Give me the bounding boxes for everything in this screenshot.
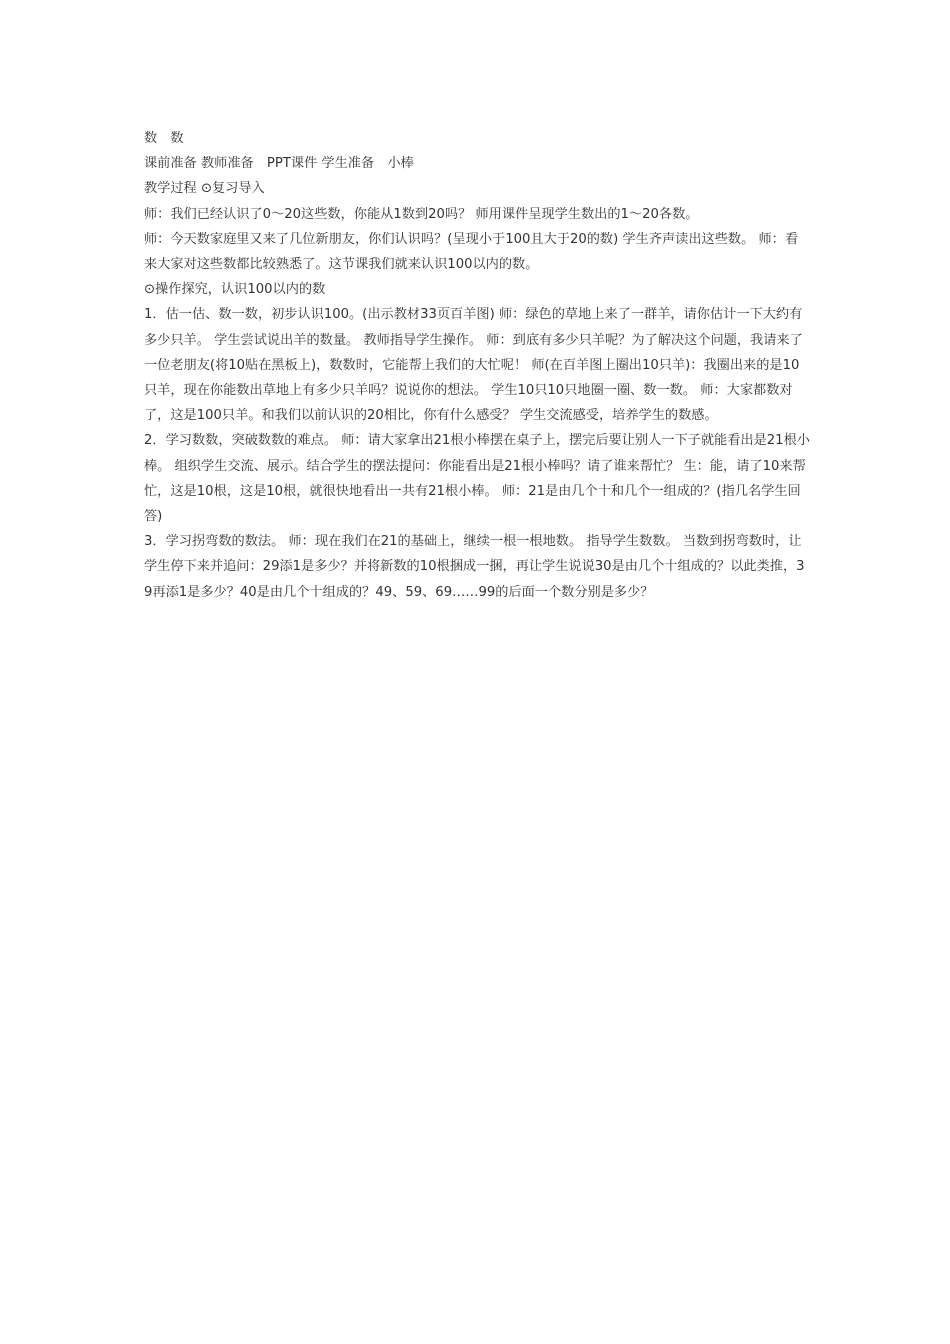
lesson-title: 数 数 [144,131,184,146]
lesson-plan-body [144,126,810,605]
review-paragraph-1: 师：我们已经认识了0～20这些数，你能从1数到20吗？ 师用课件呈现学生数出的1～20各数。 [144,206,699,222]
step-3-paragraph: 3．学习拐弯数的数法。 师：现在我们在21的基础上，继续一根一根地数。 指导学生数数。 当数到拐弯数时，让学生停下来并追问：29添1是多少？并将新数的10根捆成一捆，再让学生说说30是由几个十组成的？以此类推，39再添1是多少？40是由几个十组成的？49、59、69……99的后面一个数分别是多少？ [144,534,805,600]
teaching-process-heading: 教学过程 ⊙复习导入 [144,181,265,197]
review-paragraph-2: 师：今天数家庭里又来了几位新朋友，你们认识吗？(呈现小于100且大于20的数) 学生齐声读出这些数。 师：看来大家对这些数都比较熟悉了。这节课我们就来认识100以内的数。 [144,231,799,273]
preparation-line: 课前准备 教师准备 PPT课件 学生准备 小棒 [144,156,414,172]
exploration-heading: ⊙操作探究，认识100以内的数 [144,282,326,298]
step-1-paragraph: 1．估一估、数一数，初步认识100。(出示教材33页百羊图) 师：绿色的草地上来了一群羊，请你估计一下大约有多少只羊。 学生尝试说出羊的数量。 教师指导学生操作。 师：到底有多少只羊呢？为了解决这个问题，我请来了一位老朋友(将10贴在黑板上)，数数时，它能帮上我们的大忙呢！ 师(在百羊图上圈出10只羊)：我圈出来的是10只羊，现在你能数出草地上有多少只羊吗？说说你的想法。 学生10只10只地圈一圈、数一数。 师：大家都数对了，这是100只羊。和我们以前认识的20相比，你有什么感受？ 学生交流感受，培养学生的数感。 [144,307,803,424]
step-2-paragraph: 2．学习数数，突破数数的难点。 师：请大家拿出21根小棒摆在桌子上，摆完后要让别人一下子就能看出是21根小棒。 组织学生交流、展示。结合学生的摆法提问：你能看出是21根小棒吗？请了谁来帮忙？ 生：能，请了10来帮忙，这是10根，这是10根，就很快地看出一共有21根小棒。 师：21是由几个十和几个一组成的？(指几名学生回答) [144,433,810,525]
